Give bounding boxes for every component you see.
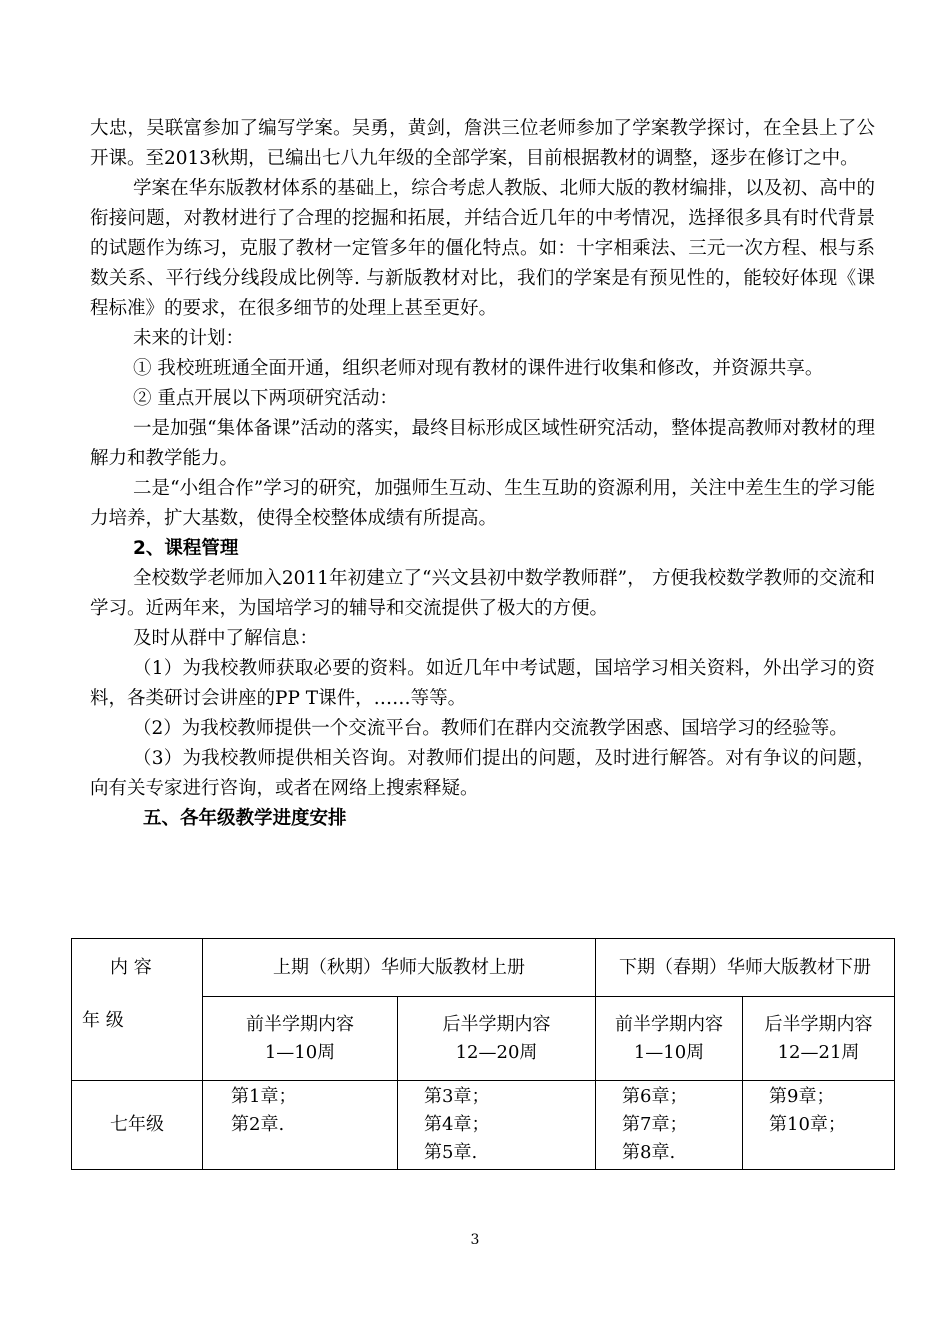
term1-first-half-header bbox=[203, 997, 398, 1081]
paragraph: 及时从群中了解信息： bbox=[133, 628, 319, 649]
corner-grade-label: 年 级 bbox=[72, 997, 203, 1081]
paragraph: 全校数学老师加入2011年初建立了“兴文县初中数学教师群”， 方便我校数学教师的交流和学习。近两年来，为国培学习的辅导和交流提供了极大的方便。 bbox=[90, 568, 875, 619]
grade-seven-label: 七年级 bbox=[72, 1081, 203, 1170]
paragraph: 未来的计划： bbox=[133, 328, 245, 349]
paragraph: （1）为我校教师获取必要的资料。如近几年中考试题，国培学习相关资料，外出学习的资料，各类研讨会讲座的PP T课件，……等等。 bbox=[90, 658, 875, 709]
paragraph: ① 我校班班通全面开通，组织老师对现有教材的课件进行收集和修改，并资源共享。 bbox=[133, 358, 824, 379]
chapter-item: 第6章； bbox=[622, 1086, 688, 1107]
term2-second-half-weeks: 12—21周 bbox=[777, 1041, 860, 1063]
paragraph: （2）为我校教师提供一个交流平台。教师们在群内交流教学困惑、国培学习的经验等。 bbox=[133, 718, 848, 739]
paragraph-group-2 bbox=[90, 564, 875, 804]
paragraph: 学案在华东版教材体系的基础上，综合考虑人教版、北师大版的教材编排，以及初、高中的衔接问题，对教材进行了合理的挖掘和拓展，并结合近几年的中考情况，选择很多具有时代背景的试题作为练习，克服了教材一定管多年的僵化特点。如：十字相乘法、三元一次方程、根与系数关系、平行线分线段成比例等. 与新版教材对比，我们的学案是有预见性的，能较好体现《课程标准》的要求，在很多细节的处理上甚至更好。 bbox=[90, 178, 875, 319]
chapter-item: 第2章. bbox=[231, 1114, 285, 1135]
paragraph: （3）为我校教师提供相关咨询。对教师们提出的问题，及时进行解答。对有争议的问题，向有关专家进行咨询，或者在网络上搜索释疑。 bbox=[90, 748, 875, 799]
corner-content-label: 内 容 bbox=[72, 939, 203, 997]
term2-first-half-weeks: 1—10周 bbox=[633, 1041, 705, 1063]
grade7-term1-first-half bbox=[203, 1081, 398, 1170]
schedule-table bbox=[71, 938, 895, 1170]
paragraph: 二是“小组合作”学习的研究，加强师生互动、生生互助的资源利用，关注中差生生的学习能力培养，扩大基数，使得全校整体成绩有所提高。 bbox=[90, 478, 875, 529]
grade7-term1-second-half bbox=[398, 1081, 596, 1170]
term1-first-half-title: 前半学期内容 bbox=[246, 1013, 354, 1035]
page-number: 3 bbox=[470, 1232, 480, 1248]
chapter-item: 第3章； bbox=[424, 1086, 490, 1107]
section-heading-course-management: 2、课程管理 bbox=[133, 538, 239, 559]
chapter-item: 第1章； bbox=[231, 1086, 297, 1107]
grade7-term2-first-half bbox=[596, 1081, 743, 1170]
chapter-item: 第9章； bbox=[769, 1086, 835, 1107]
chapter-item: 第7章； bbox=[622, 1114, 688, 1135]
paragraph: 大忠，吴联富参加了编写学案。吴勇，黄剑，詹洪三位老师参加了学案教学探讨，在全县上了公开课。至2013秋期，已编出七八九年级的全部学案，目前根据教材的调整，逐步在修订之中。 bbox=[90, 118, 875, 169]
paragraph-group-1 bbox=[90, 114, 875, 534]
paragraph: ② 重点开展以下两项研究活动： bbox=[133, 388, 398, 409]
body-text bbox=[90, 114, 875, 834]
term1-second-half-weeks: 12—20周 bbox=[455, 1041, 538, 1063]
section-heading-schedule: 五、各年级教学进度安排 bbox=[143, 808, 347, 829]
grade7-term2-second-half bbox=[743, 1081, 895, 1170]
term1-second-half-header bbox=[398, 997, 596, 1081]
term2-header: 下期（春期）华师大版教材下册 bbox=[596, 939, 895, 997]
chapter-item: 第8章. bbox=[622, 1142, 676, 1163]
term1-header: 上期（秋期）华师大版教材上册 bbox=[203, 939, 596, 997]
term2-second-half-title: 后半学期内容 bbox=[764, 1013, 873, 1035]
term2-second-half-header bbox=[743, 997, 895, 1081]
term1-second-half-title: 后半学期内容 bbox=[442, 1013, 551, 1035]
paragraph: 一是加强“集体备课”活动的落实，最终目标形成区域性研究活动，整体提高教师对教材的理解力和教学能力。 bbox=[90, 418, 875, 469]
term2-first-half-header bbox=[596, 997, 743, 1081]
term1-first-half-weeks: 1—10周 bbox=[264, 1041, 336, 1063]
term2-first-half-title: 前半学期内容 bbox=[615, 1013, 723, 1035]
chapter-item: 第10章； bbox=[769, 1114, 846, 1135]
chapter-item: 第5章. bbox=[424, 1142, 478, 1163]
chapter-item: 第4章； bbox=[424, 1114, 490, 1135]
